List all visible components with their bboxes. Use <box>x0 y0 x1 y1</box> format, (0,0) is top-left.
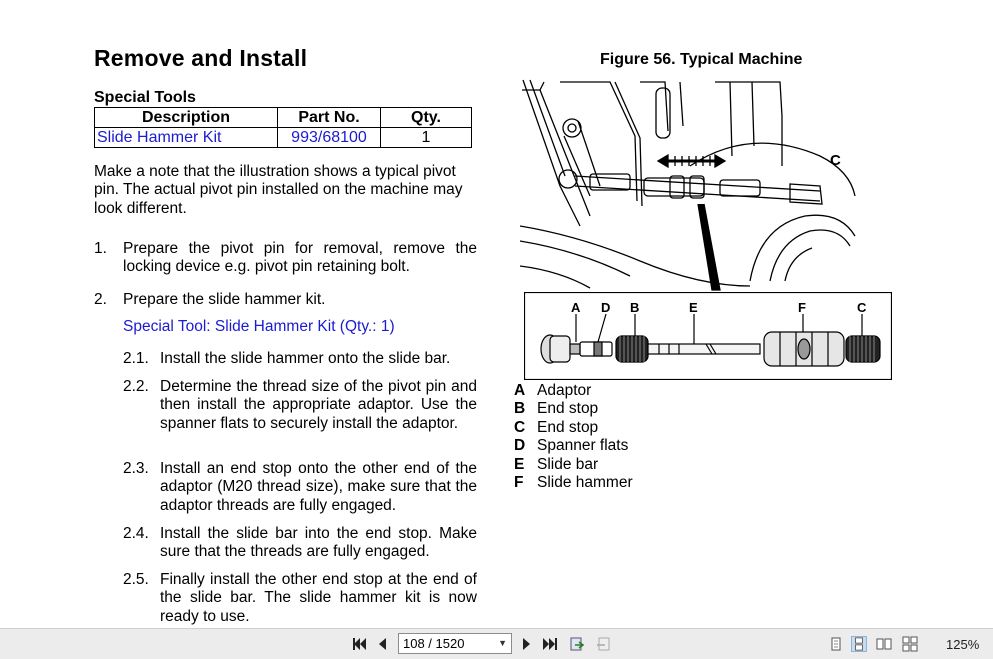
table-header: Part No. <box>278 108 381 128</box>
substep-2-3 <box>123 460 477 518</box>
legend-label: End stop <box>537 418 599 436</box>
callout-d: D <box>601 300 611 315</box>
callout-f: F <box>798 300 806 315</box>
substep-2-5 <box>123 571 477 629</box>
viewer-toolbar <box>0 628 993 659</box>
legend-key: F <box>514 473 524 491</box>
last-page-icon[interactable] <box>542 636 558 652</box>
tool-quantity: 1 <box>381 128 472 148</box>
special-tools-title: Special Tools <box>94 89 196 106</box>
callout-a: A <box>571 300 581 315</box>
step-number: 2. <box>94 291 107 308</box>
callout-b: B <box>630 300 640 315</box>
previous-view-icon[interactable] <box>569 636 585 652</box>
legend-key: E <box>514 455 525 473</box>
step-text: Determine the thread size of the pivot pin and then install the appropriate adaptor. Use the spanner flats to securely install the adaptor. <box>160 378 477 432</box>
step-text: Prepare the pivot pin for removal, remove the locking device e.g. pivot pin retaining bolt. <box>123 240 477 276</box>
page-title: Remove and Install <box>94 45 308 71</box>
step-text: Install the slide bar into the end stop. Make sure that the threads are fully engaged. <box>160 525 477 561</box>
next-page-icon[interactable] <box>518 636 534 652</box>
next-view-icon[interactable] <box>595 636 611 652</box>
slide-hammer-kit-illustration <box>524 292 892 380</box>
chevron-down-icon[interactable]: ▼ <box>498 638 507 648</box>
step-text: Prepare the slide hammer kit. <box>123 291 326 308</box>
callout-c-top: C <box>830 152 841 169</box>
tool-part-number-link[interactable]: 993/68100 <box>278 128 381 148</box>
prev-page-icon[interactable] <box>375 636 391 652</box>
legend-item <box>514 437 633 455</box>
table-header: Description <box>95 108 278 128</box>
legend-item <box>514 400 633 418</box>
machine-illustration <box>520 76 892 292</box>
legend-label: Spanner flats <box>537 437 629 455</box>
step-text: Install an end stop onto the other end of the adaptor (M20 thread size), make sure that the adaptor threads are fully engaged. <box>160 460 477 514</box>
special-tool-link[interactable]: Special Tool: Slide Hammer Kit (Qty.: 1) <box>123 318 395 335</box>
legend-key: D <box>514 437 526 455</box>
figure-legend <box>514 382 633 492</box>
step-text: Install the slide hammer onto the slide bar. <box>160 350 451 367</box>
substep-2-2 <box>123 378 477 454</box>
callout-e: E <box>689 300 698 315</box>
legend-key: A <box>514 382 526 399</box>
continuous-two-page-icon[interactable] <box>902 636 918 652</box>
intro-paragraph: Make a note that the illustration shows a typical pivot pin. The actual pivot pin installed on the machine may look different. <box>94 163 463 217</box>
tool-description-link[interactable]: Slide Hammer Kit <box>95 128 278 148</box>
substep-2-4 <box>123 525 477 565</box>
table-row <box>95 128 472 148</box>
legend-item <box>514 456 633 474</box>
legend-item <box>514 382 633 400</box>
step-number: 1. <box>94 240 107 257</box>
substep-2-1 <box>123 350 477 370</box>
callout-c: C <box>857 300 867 315</box>
legend-key: C <box>514 418 526 436</box>
legend-label: End stop <box>537 400 599 418</box>
step-number: 2.4. <box>123 525 149 542</box>
step-2 <box>94 291 477 311</box>
first-page-icon[interactable] <box>351 636 367 652</box>
legend-item <box>514 474 633 492</box>
step-number: 2.1. <box>123 350 149 367</box>
zoom-level[interactable]: 125% <box>946 637 980 652</box>
table-header-row <box>95 108 472 128</box>
figure-title: Figure 56. Typical Machine <box>600 51 803 68</box>
special-tools-table <box>94 107 472 148</box>
single-page-icon[interactable] <box>828 636 844 652</box>
table-header: Qty. <box>381 108 472 128</box>
step-1 <box>94 240 477 280</box>
continuous-icon[interactable] <box>851 636 867 652</box>
page-number-value: 108 / 1520 <box>403 636 465 651</box>
legend-label: Adaptor <box>537 382 592 399</box>
step-number: 2.3. <box>123 460 149 477</box>
step-number: 2.5. <box>123 571 149 588</box>
step-text: Finally install the other end stop at the end of the slide bar. The slide hammer kit is now ready to use. <box>160 571 477 625</box>
legend-label: Slide bar <box>537 455 599 473</box>
two-page-icon[interactable] <box>876 636 892 652</box>
legend-key: B <box>514 400 526 418</box>
legend-item <box>514 419 633 437</box>
page-number-input[interactable] <box>398 633 512 654</box>
legend-label: Slide hammer <box>537 473 633 491</box>
step-number: 2.2. <box>123 378 149 395</box>
